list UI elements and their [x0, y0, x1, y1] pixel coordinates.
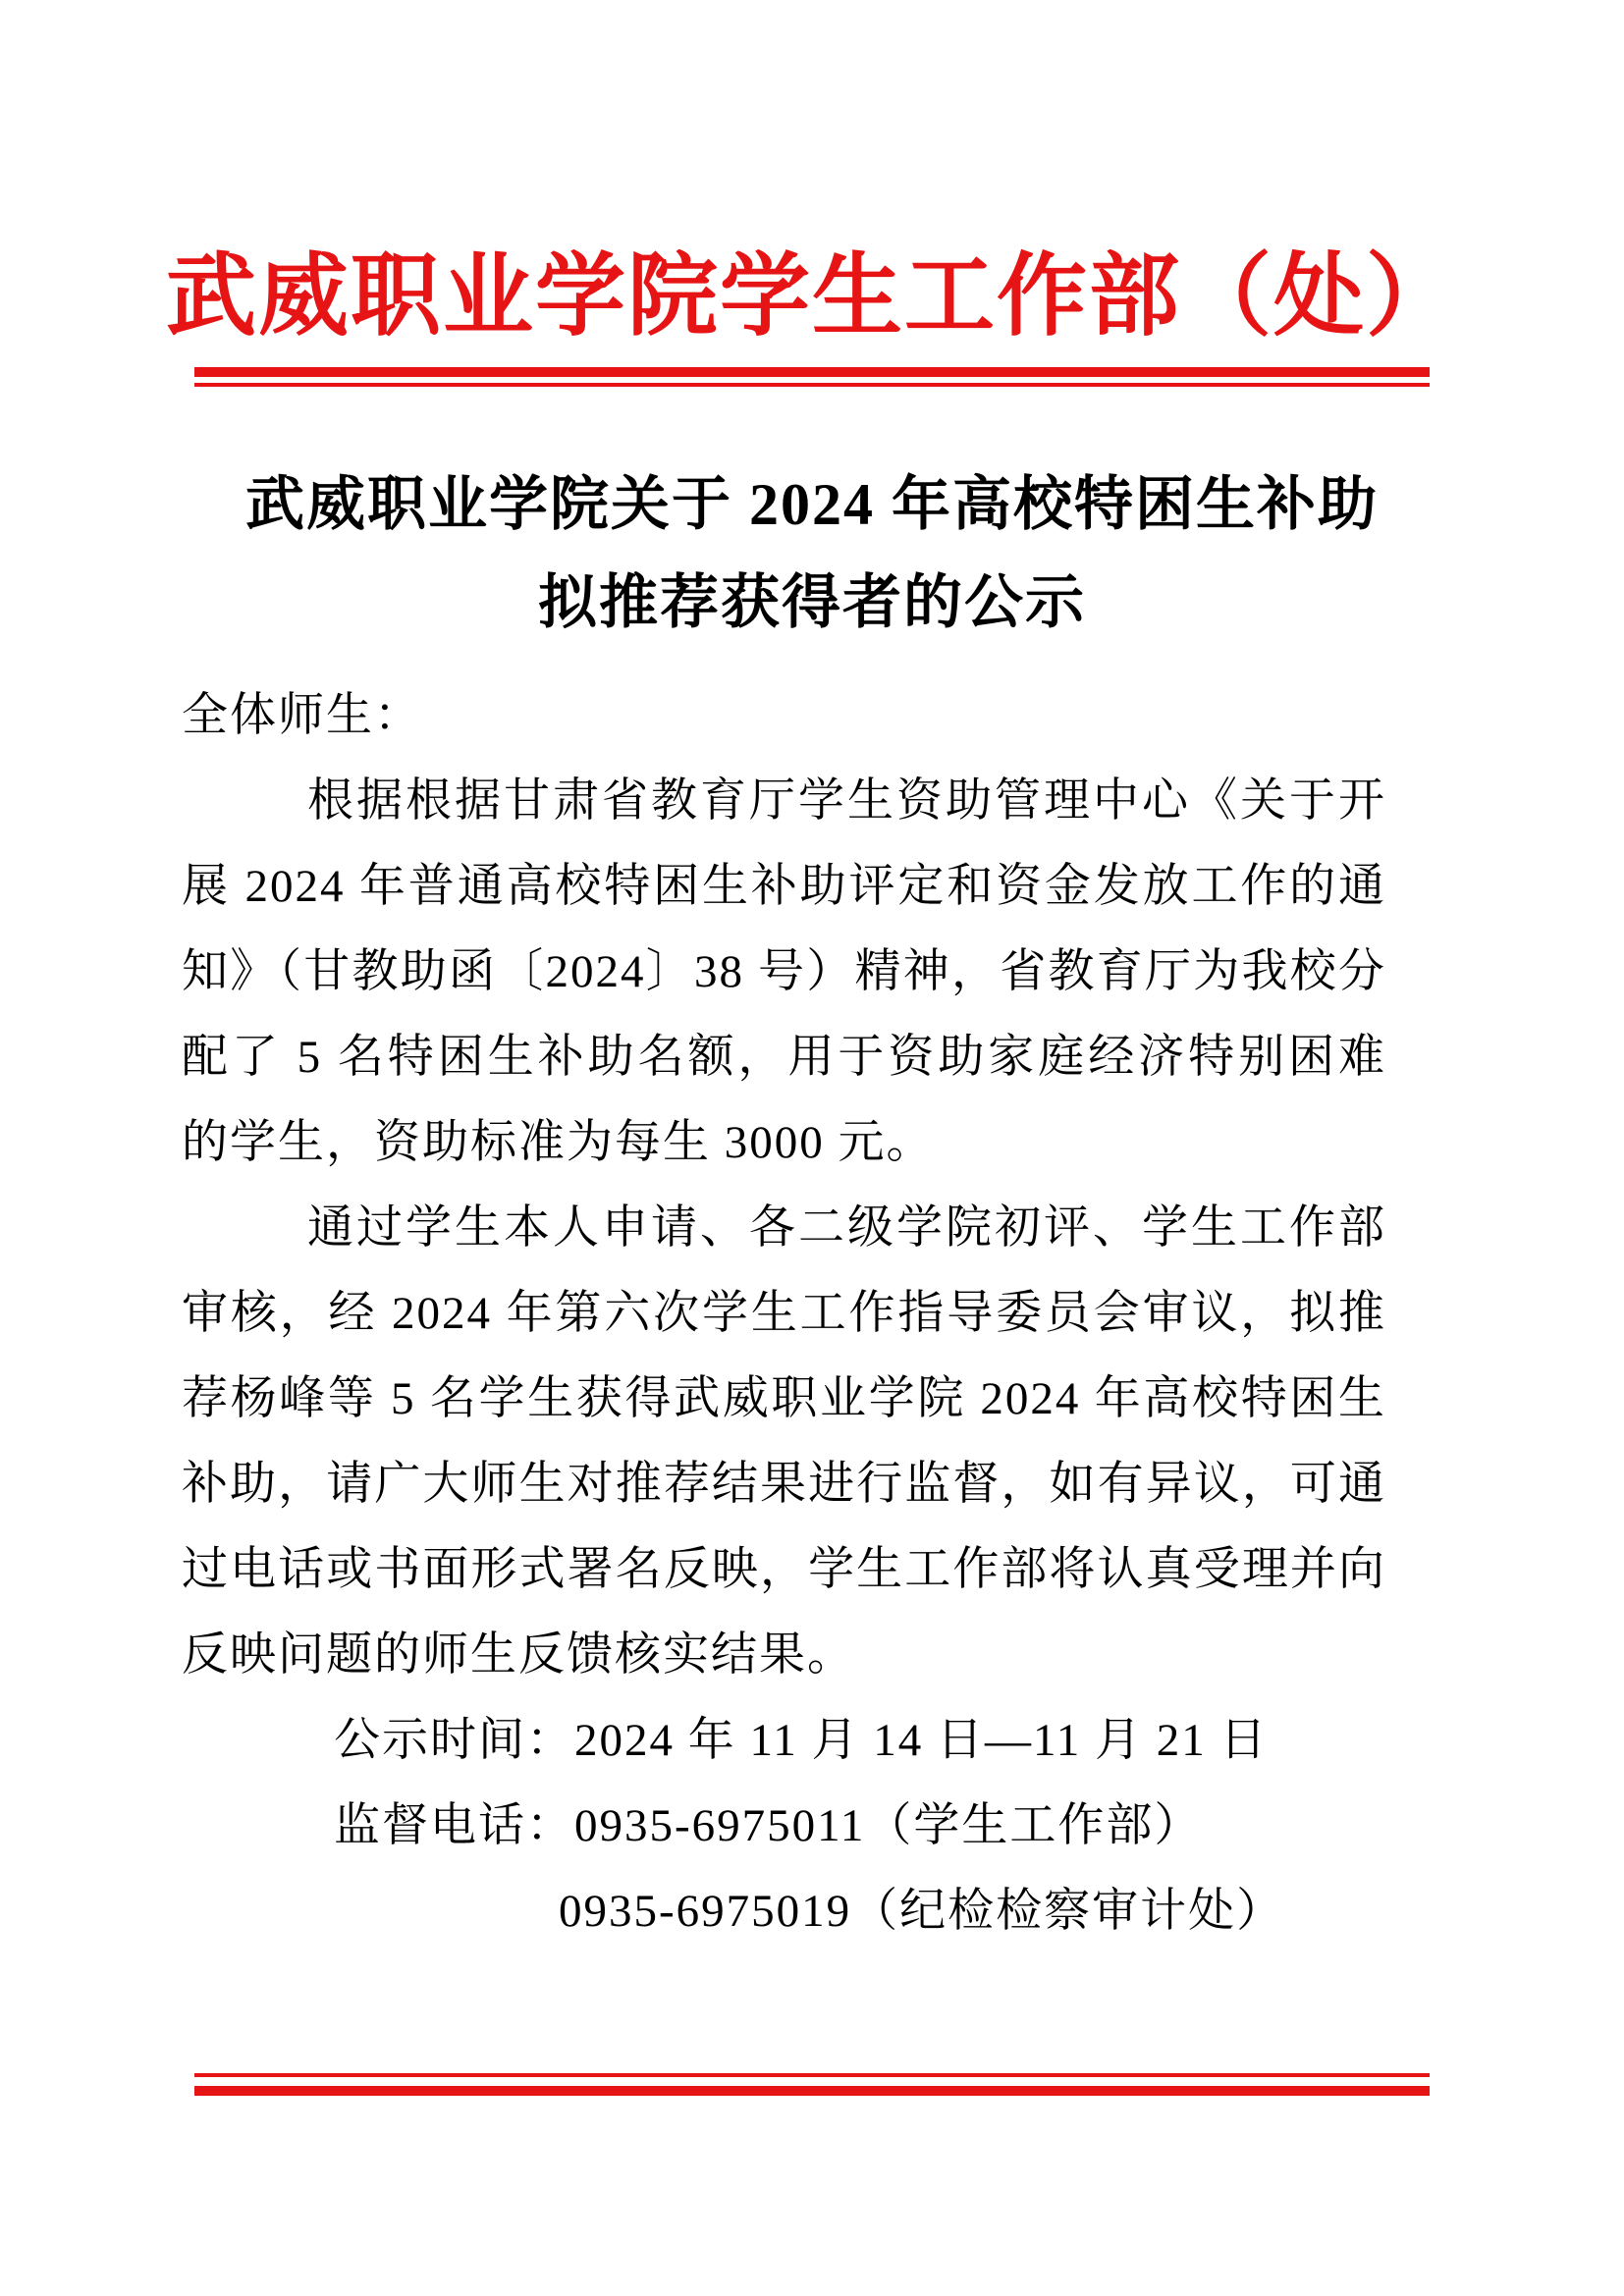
red-line-thick [194, 2086, 1430, 2096]
letterhead [0, 0, 1624, 346]
red-line-thick [194, 367, 1430, 377]
notice-title-line-1: 武威职业学院关于 2024 年高校特困生补助 [245, 472, 1379, 537]
red-divider-top [194, 367, 1430, 387]
red-line-thin [194, 2073, 1430, 2077]
notice-body [182, 673, 1386, 1954]
publicity-period: 公示时间：2024 年 11 月 14 日—11 月 21 日 [334, 1715, 1269, 1766]
supervision-phone-2: 0935-6975019（纪检检察审计处） [559, 1886, 1285, 1937]
letterhead-title: 武威职业学院学生工作部（处） [165, 246, 1458, 347]
body-paragraph: 根据根据甘肃省教育厅学生资助管理中心《关于开展 2024 年普通高校特困生补助评定和资金发放工作的通知》（甘教助函〔2024〕38 号）精神，省教育厅为我校分配了 5 名特困生补助名额，用于资助家庭经济特别困难的学生，资助标准为每生 3000 元。 [182, 775, 1386, 1168]
red-line-thin [194, 383, 1430, 387]
notice-title [0, 455, 1624, 652]
salutation: 全体师生： [182, 690, 422, 741]
notice-title-line-2: 拟推荐获得者的公示 [538, 570, 1086, 635]
body-paragraph: 通过学生本人申请、各二级学院初评、学生工作部审核，经 2024 年第六次学生工作指导委员会审议，拟推荐杨峰等 5 名学生获得武威职业学院 2024 年高校特困生补助，请广大师生对推荐结果进行监督，如有异议，可通过电话或书面形式署名反映，学生工作部将认真受理并向反映问题的师生反馈核实结果。 [182, 1202, 1386, 1681]
red-divider-bottom [194, 2073, 1430, 2096]
supervision-phone-1: 监督电话：0935-6975011（学生工作部） [334, 1800, 1203, 1851]
